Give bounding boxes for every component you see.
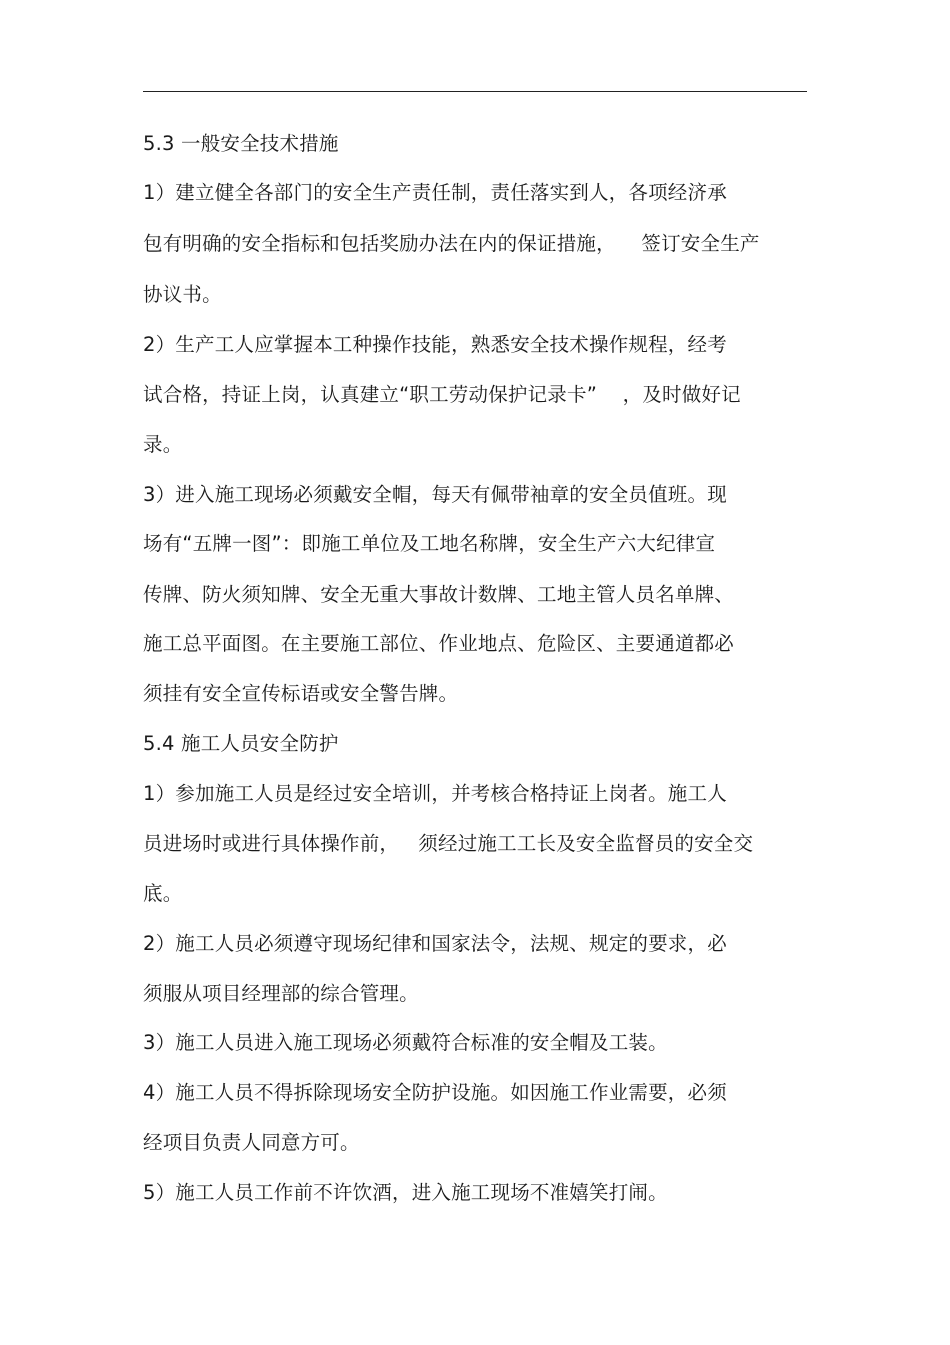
- paragraph-line: 4）施工人员不得拆除现场安全防护设施。如因施工作业需要，必须: [143, 1081, 727, 1104]
- paragraph-line: 施工总平面图。在主要施工部位、作业地点、危险区、主要通道都必: [143, 632, 735, 655]
- paragraph-line: 须服从项目经理部的综合管理。: [143, 982, 419, 1005]
- paragraph-line: 协议书。: [143, 283, 222, 306]
- paragraph-line: 经项目负责人同意方可。: [143, 1131, 360, 1154]
- paragraph-line: 场有“五牌一图”：即施工单位及工地名称牌，安全生产六大纪律宣: [143, 532, 716, 555]
- paragraph-line: 5）施工人员工作前不许饮酒，进入施工现场不准嬉笑打闹。: [143, 1181, 668, 1204]
- section-heading-5-3: 5.3 一般安全技术措施: [143, 132, 339, 155]
- paragraph-line: 传牌、防火须知牌、安全无重大事故计数牌、工地主管人员名单牌、: [143, 583, 735, 606]
- paragraph-line: 录。: [143, 433, 183, 456]
- section-heading-5-4: 5.4 施工人员安全防护: [143, 732, 339, 755]
- paragraph-line: 包有明确的安全指标和包括奖励办法在内的保证措施， 签订安全生产: [143, 232, 760, 255]
- header-rule: [143, 91, 807, 92]
- paragraph-line: 2）施工人员必须遵守现场纪律和国家法令，法规、规定的要求，必: [143, 932, 727, 955]
- paragraph-line: 须挂有安全宣传标语或安全警告牌。: [143, 682, 459, 705]
- paragraph-line: 2）生产工人应掌握本工种操作技能，熟悉安全技术操作规程，经考: [143, 333, 727, 356]
- paragraph-line: 1）建立健全各部门的安全生产责任制，责任落实到人，各项经济承: [143, 181, 727, 204]
- paragraph-line: 3）进入施工现场必须戴安全帽，每天有佩带袖章的安全员值班。现: [143, 483, 727, 506]
- paragraph-line: 底。: [143, 882, 183, 905]
- paragraph-line: 3）施工人员进入施工现场必须戴符合标准的安全帽及工装。: [143, 1031, 668, 1054]
- paragraph-line: 员进场时或进行具体操作前， 须经过施工工长及安全监督员的安全交: [143, 832, 754, 855]
- paragraph-line: 试合格，持证上岗，认真建立“职工劳动保护记录卡” ，及时做好记: [143, 383, 741, 406]
- paragraph-line: 1）参加施工人员是经过安全培训，并考核合格持证上岗者。施工人: [143, 782, 727, 805]
